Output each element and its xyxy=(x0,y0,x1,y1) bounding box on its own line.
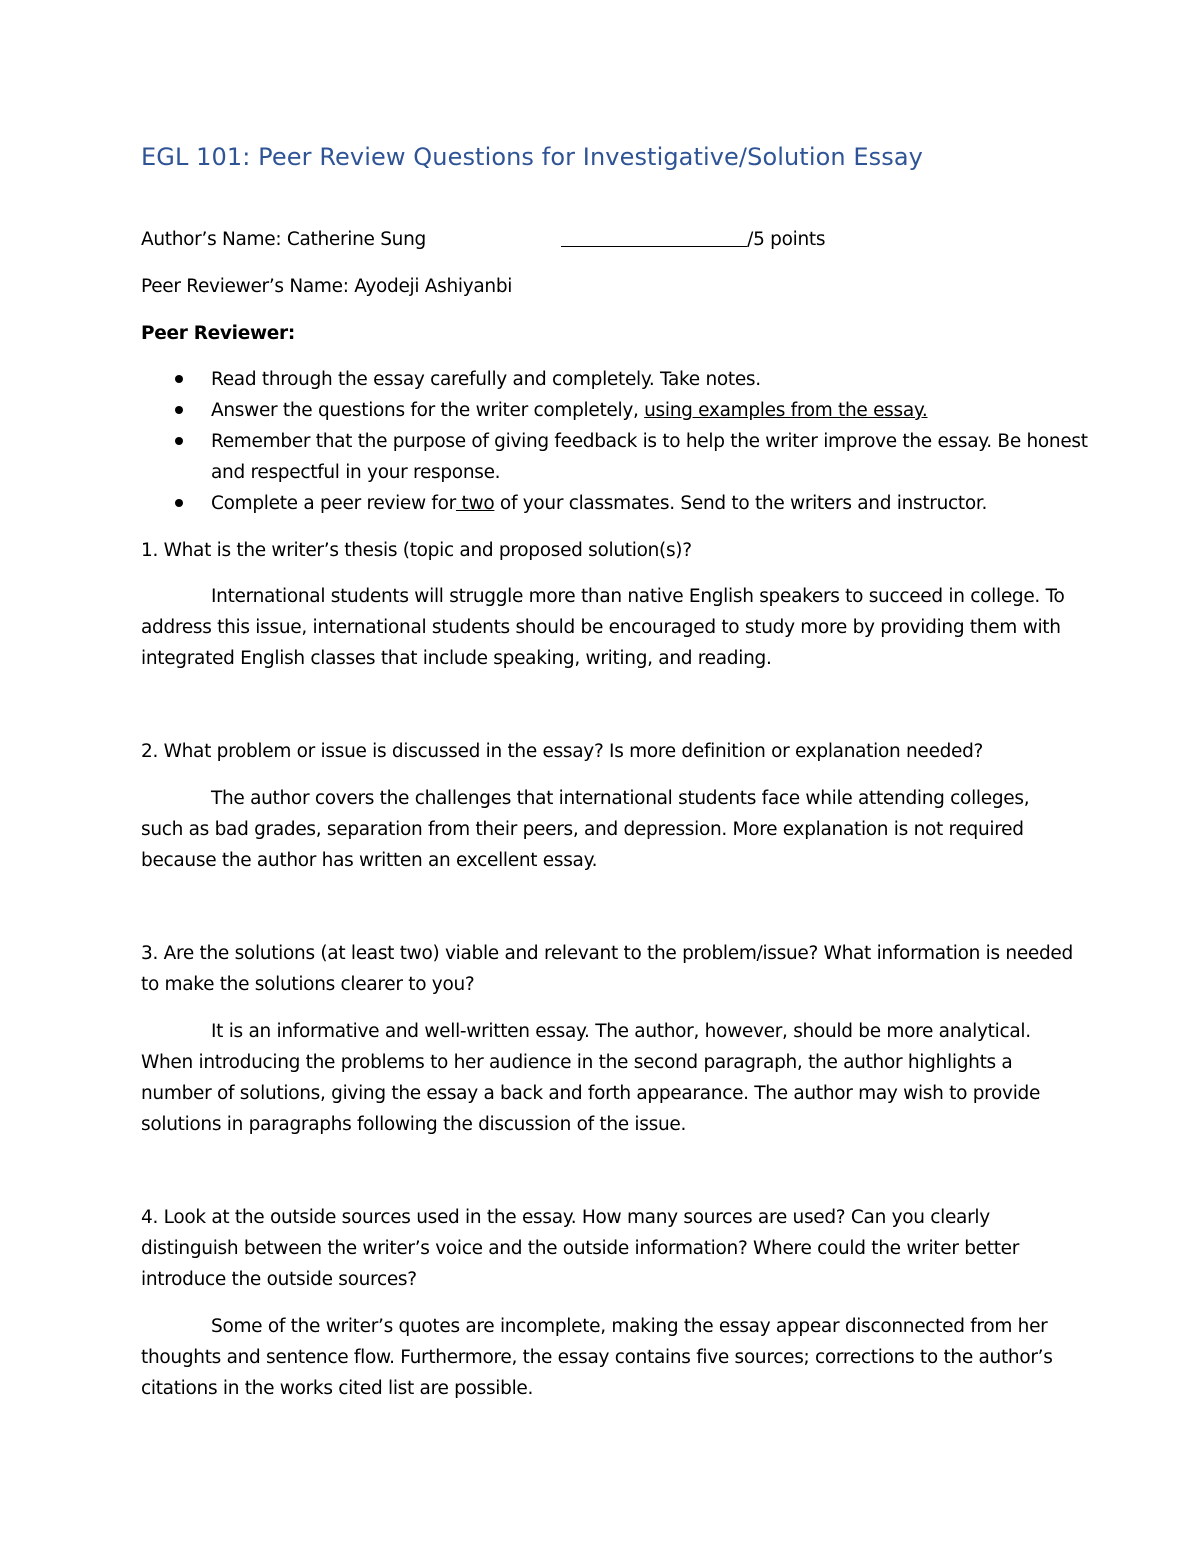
bullet-underlined-text: using examples from the essay. xyxy=(644,400,928,421)
question-3: 3. Are the solutions (at least two) viable and relevant to the problem/issue? What information is needed to make the solutions clearer to you? xyxy=(141,943,1073,995)
bullet-icon xyxy=(175,375,183,383)
answer-4: Some of the writer’s quotes are incomplete, making the essay appear disconnected from her thoughts and sentence flow. Furthermore, the essay contains five sources; corrections to the author’s citations in the works cited list are possible. xyxy=(141,1316,1053,1399)
answer-2: The author covers the challenges that international students face while attending colleges, such as bad grades, separation from their peers, and depression. More explanation is not required because the author has written an excellent essay. xyxy=(141,788,1030,871)
bullet-underlined-text: two xyxy=(455,493,495,514)
bullet-text: Complete a peer review for xyxy=(211,493,456,514)
question-4: 4. Look at the outside sources used in the essay. How many sources are used? Can you clearly distinguish between the writer’s voice and the outside information? Where could the writer better introduce the outside sources? xyxy=(141,1207,1020,1290)
question-1: 1. What is the writer’s thesis (topic and proposed solution(s)? xyxy=(141,540,692,561)
instructions-heading: Peer Reviewer: xyxy=(141,323,295,344)
bullet-text: of your classmates. Send to the writers and instructor. xyxy=(494,493,988,514)
reviewer-name: Peer Reviewer’s Name: Ayodeji Ashiyanbi xyxy=(141,276,513,297)
author-name: Author’s Name: Catherine Sung xyxy=(141,229,426,250)
author-line xyxy=(141,224,825,255)
bullet-icon xyxy=(175,499,183,507)
answer-1: International students will struggle more than native English speakers to succeed in college. To address this issue, international students should be encouraged to study more by providing them with integrated English classes that include speaking, writing, and reading. xyxy=(141,586,1065,669)
list-item xyxy=(141,395,1101,426)
bullet-text: Remember that the purpose of giving feedback is to help the writer improve the essay. Be honest and respectful in your response. xyxy=(211,431,1088,483)
instructions-list xyxy=(141,364,1101,519)
bullet-text: Read through the essay carefully and completely. Take notes. xyxy=(211,369,761,390)
list-item xyxy=(141,364,1101,395)
bullet-text: Answer the questions for the writer completely, xyxy=(211,400,645,421)
list-item xyxy=(141,488,1101,519)
bullet-icon xyxy=(175,406,183,414)
bullet-icon xyxy=(175,437,183,445)
answer-3: It is an informative and well-written essay. The author, however, should be more analytical. When introducing the problems to her audience in the second paragraph, the author highlights a number of solutions, giving the essay a back and forth appearance. The author may wish to provide solutions in paragraphs following the discussion of the issue. xyxy=(141,1021,1041,1135)
points-blank xyxy=(561,226,747,247)
list-item xyxy=(141,426,1101,488)
points-suffix: /5 points xyxy=(747,229,826,250)
question-2: 2. What problem or issue is discussed in the essay? Is more definition or explanation needed? xyxy=(141,741,984,762)
document-title: EGL 101: Peer Review Questions for Investigative/Solution Essay xyxy=(141,143,923,171)
